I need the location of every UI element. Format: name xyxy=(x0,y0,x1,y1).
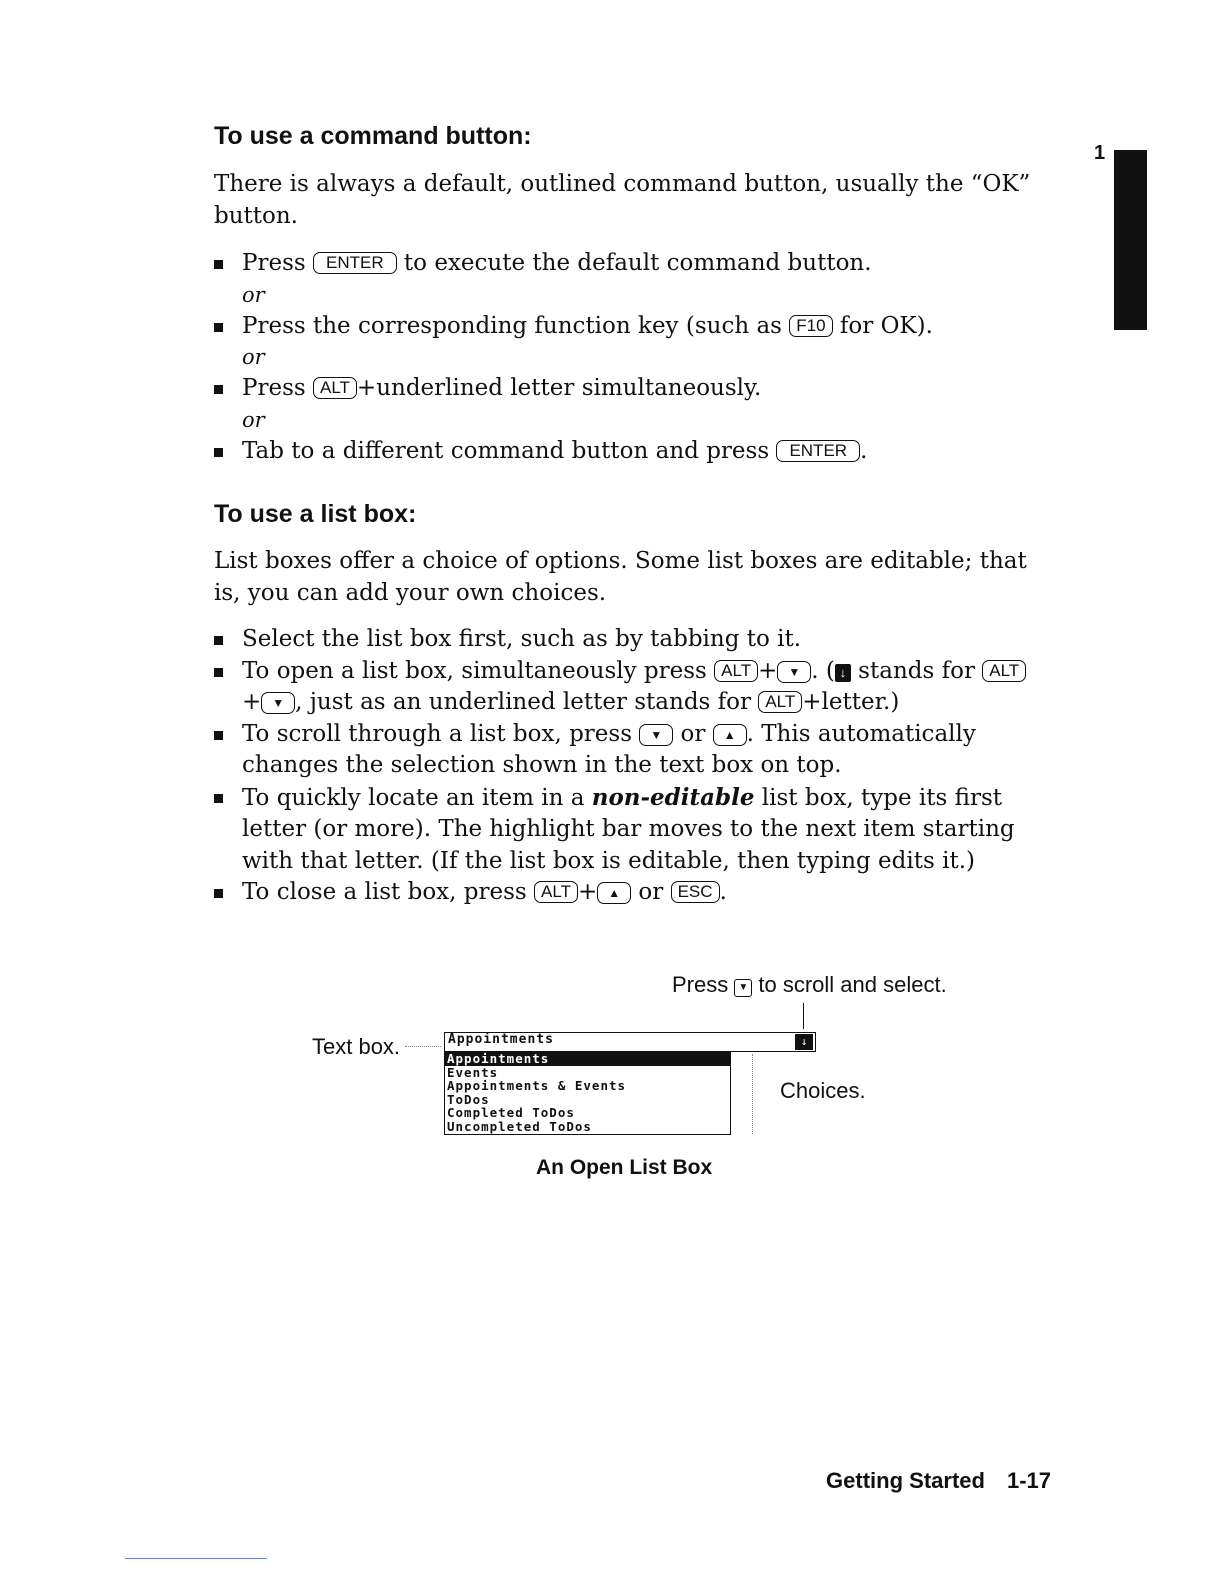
list-item: To close a list box, press ALT + ▲ or ESC . xyxy=(214,877,1044,909)
bullet-icon xyxy=(214,794,223,803)
alt-key: ALT xyxy=(313,377,357,399)
bullet-icon xyxy=(214,448,223,457)
list-item: Press ENTER to execute the default command button. xyxy=(214,248,1044,280)
list-item: To scroll through a list box, press ▼ or ▲ . This automatically changes the selection shown in the text box on top. xyxy=(214,719,1044,782)
emphasis-non-editable: non-editable xyxy=(591,783,755,811)
bullet-icon xyxy=(214,260,223,269)
list-box-choices[interactable] xyxy=(444,1051,731,1135)
f10-key: F10 xyxy=(789,315,832,337)
up-arrow-key: ▲ xyxy=(597,882,631,904)
down-arrow-key: ▼ xyxy=(777,661,811,683)
dropdown-arrow-icon[interactable]: ↓ xyxy=(795,1034,813,1050)
enter-key: ENTER xyxy=(313,252,397,274)
list-item: Press the corresponding function key (such as F10 for OK). xyxy=(214,311,1044,343)
list-item: Select the list box first, such as by tabbing to it. xyxy=(214,624,1044,656)
bullet-icon xyxy=(214,731,223,740)
chapter-tab-marker xyxy=(1114,150,1147,330)
or-separator: or xyxy=(242,282,265,307)
bullet-icon xyxy=(214,889,223,898)
list-item: Tab to a different command button and press ENTER . xyxy=(214,436,1044,468)
alt-key: ALT xyxy=(534,881,578,903)
heading-command-button: To use a command button: xyxy=(214,122,532,150)
choices-bracket-line xyxy=(752,1054,753,1134)
pointer-line xyxy=(803,1003,804,1029)
bullet-icon xyxy=(214,323,223,332)
list-item: Press ALT +underlined letter simultaneously. xyxy=(214,373,1044,405)
list-box-steps xyxy=(214,624,1044,909)
list-box-intro: List boxes offer a choice of options. Some list boxes are editable; that is, you can add your own choices. xyxy=(214,548,1027,606)
list-item: To quickly locate an item in a non-editable list box, type its first letter (or more). The highlight bar moves to the next item starting with that letter. (If the list box is editable, then typing edits it.) xyxy=(214,782,1044,878)
alt-key: ALT xyxy=(758,691,802,713)
up-arrow-key: ▲ xyxy=(713,724,747,746)
command-button-steps xyxy=(214,248,1044,467)
choices-label: Choices. xyxy=(780,1078,866,1103)
bullet-icon xyxy=(214,385,223,394)
bullet-icon xyxy=(214,668,223,677)
bullet-icon xyxy=(214,636,223,645)
list-box-current-value: Appointments xyxy=(448,1032,554,1047)
chapter-number: 1 xyxy=(1094,142,1106,164)
list-box-text-field[interactable] xyxy=(444,1032,816,1052)
down-arrow-key: ▼ xyxy=(734,979,752,997)
footer-section-title: Getting Started xyxy=(826,1468,985,1493)
or-separator: or xyxy=(242,345,265,369)
press-to-scroll-label: Press ▼ to scroll and select. xyxy=(672,972,947,997)
list-item[interactable]: Appointments xyxy=(445,1052,730,1066)
text-box-label: Text box. xyxy=(312,1034,401,1059)
down-arrow-key: ▼ xyxy=(639,724,673,746)
list-item: To open a list box, simultaneously press ALT + ▼ . ( ↓ stands for ALT+ ▼ , just as an underlined letter stands for ALT +letter.) xyxy=(214,656,1044,719)
alt-key: ALT xyxy=(982,660,1026,682)
dropdown-arrow-icon: ↓ xyxy=(835,664,851,682)
enter-key: ENTER xyxy=(776,440,860,462)
text-box-leader-line xyxy=(405,1046,441,1047)
list-item[interactable]: Completed ToDos xyxy=(447,1105,575,1120)
page-footer xyxy=(826,1468,1051,1494)
list-item[interactable]: Events xyxy=(447,1064,499,1080)
footnote-rule xyxy=(125,1558,267,1559)
figure-caption: An Open List Box xyxy=(536,1156,713,1179)
or-separator: or xyxy=(242,407,265,432)
command-button-intro: There is always a default, outlined command button, usually the “OK” button. xyxy=(214,171,1031,229)
list-item[interactable]: ToDos xyxy=(447,1091,490,1107)
heading-list-box: To use a list box: xyxy=(214,500,417,528)
list-item[interactable]: Uncompleted ToDos xyxy=(447,1118,592,1134)
esc-key: ESC xyxy=(671,881,720,903)
page-number: 1-17 xyxy=(1006,1468,1051,1493)
down-arrow-key: ▼ xyxy=(261,692,295,714)
list-item[interactable]: Appointments & Events xyxy=(447,1078,627,1093)
alt-key: ALT xyxy=(714,660,758,682)
